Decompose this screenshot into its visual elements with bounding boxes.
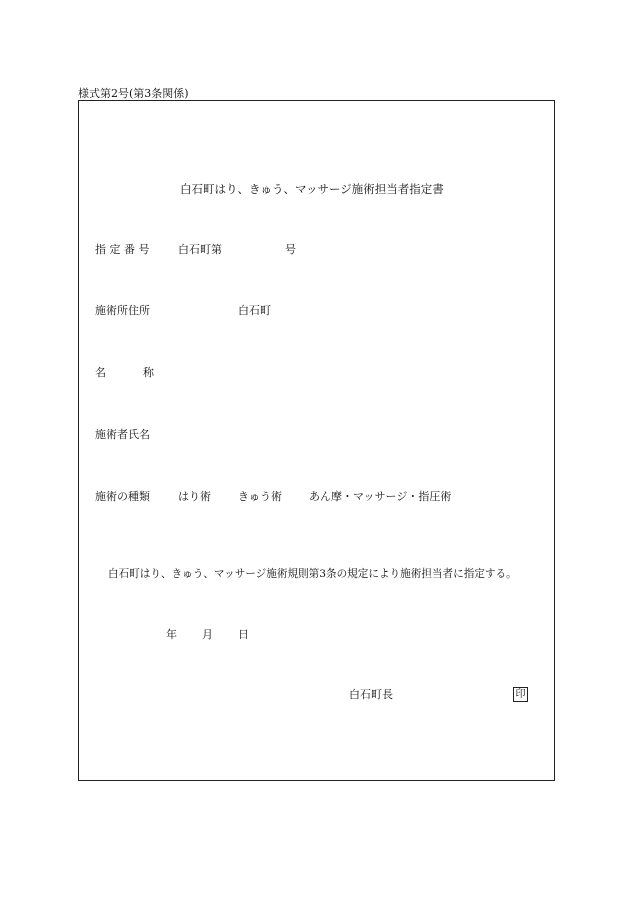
treatment-option-massage: あん摩・マッサージ・指圧術 <box>309 490 452 503</box>
practitioner-name-label: 施術者氏名 <box>95 428 150 441</box>
facility-address-label: 施術所住所 <box>95 304 150 317</box>
date-month: 月 <box>202 628 213 641</box>
facility-address-value: 白石町 <box>238 304 271 317</box>
treatment-types-label: 施術の種類 <box>95 490 150 503</box>
name-label-first: 名 <box>95 366 106 379</box>
designation-statement: 白石町はり、きゅう、マッサージ施術規則第3条の規定により施術担当者に指定する。 <box>108 568 517 580</box>
designation-number-prefix: 白石町第 <box>178 243 222 256</box>
treatment-option-kyu: きゅう術 <box>238 490 282 503</box>
date-day: 日 <box>238 628 249 641</box>
date-year: 年 <box>166 628 177 641</box>
treatment-option-hari: はり術 <box>178 490 211 503</box>
document-title: 白石町はり、きゅう、マッサージ施術担当者指定書 <box>180 182 444 196</box>
designation-number-suffix: 号 <box>285 243 296 256</box>
name-label-second: 称 <box>143 366 154 379</box>
form-number: 様式第2号(第3条関係) <box>78 87 189 100</box>
issuer-title: 白石町長 <box>349 688 393 701</box>
designation-number-label: 指 定 番 号 <box>95 243 150 256</box>
seal-box: 印 <box>513 687 528 702</box>
